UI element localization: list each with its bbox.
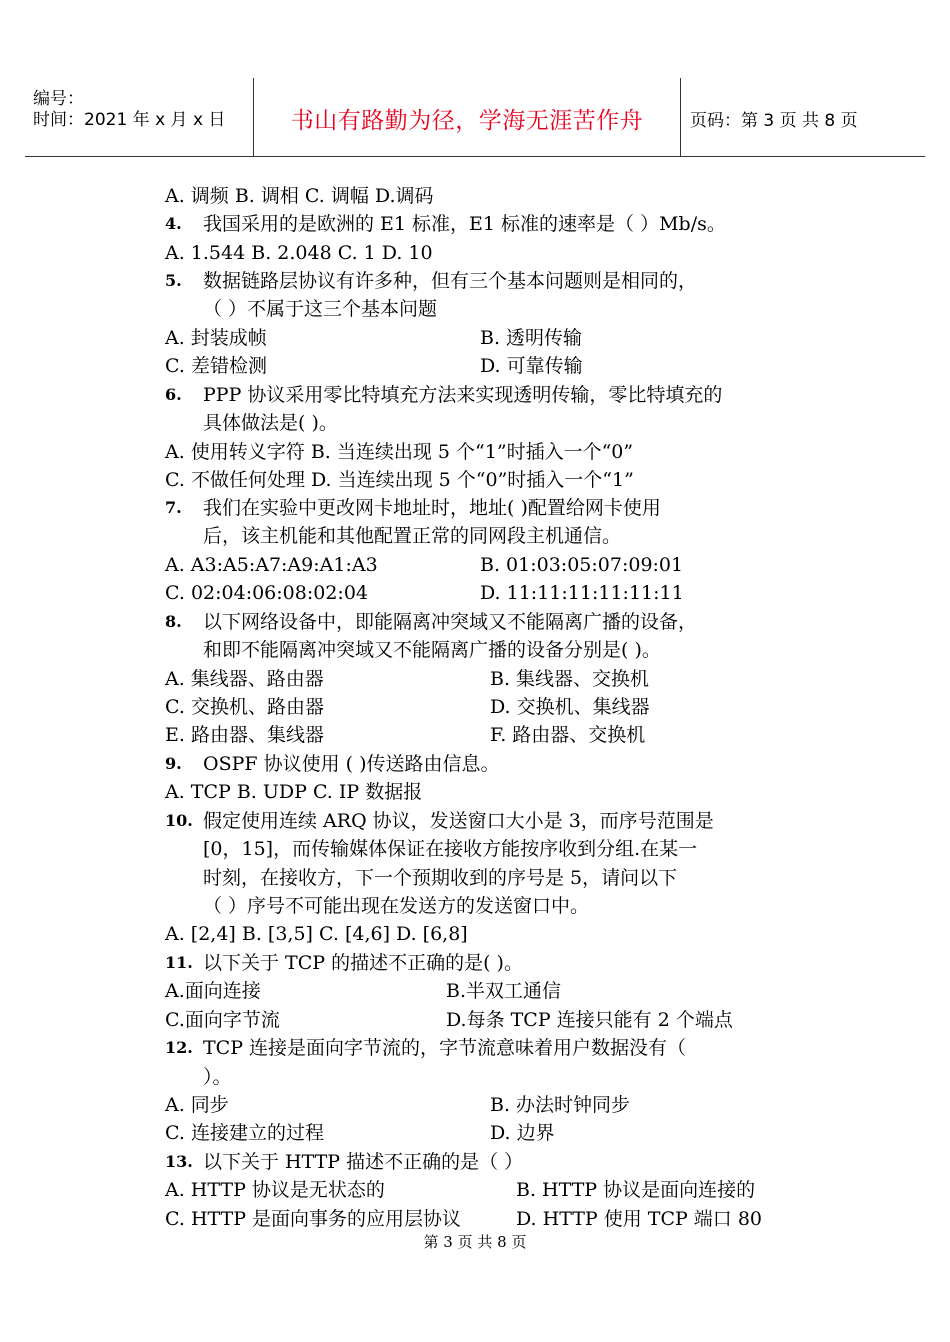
page-header: [25, 78, 925, 157]
header-motto: 书山有路勤为径，学海无涯苦作舟: [290, 108, 644, 134]
page-footer: 第 3 页 共 8 页: [423, 1233, 527, 1251]
q10-text-line3: 时刻，在接收方，下一个预期收到的序号是 5，请问以下: [203, 867, 678, 889]
q13-option-d: D. HTTP 使用 TCP 端口 80: [516, 1208, 763, 1230]
q6-number: 6.: [165, 385, 182, 404]
q9-number: 9.: [165, 754, 182, 773]
q6-options-ab: A. 使用转义字符 B. 当连续出现 5 个“1”时插入一个“0”: [165, 441, 634, 463]
q5-option-a: A. 封装成帧: [165, 327, 267, 349]
doc-code-label: 编号：: [33, 89, 84, 109]
q5-number: 5.: [165, 271, 182, 290]
q4-number: 4.: [165, 214, 182, 233]
q5-option-b: B. 透明传输: [480, 327, 583, 349]
q11-option-c: C.面向字节流: [165, 1009, 280, 1031]
q8-number: 8.: [165, 612, 182, 631]
q9-options: A. TCP B. UDP C. IP 数据报: [165, 781, 423, 803]
q12-number: 12.: [165, 1038, 193, 1057]
q10-text-line1: 假定使用连续 ARQ 协议，发送窗口大小是 3，而序号范围是: [203, 810, 714, 832]
q7-option-c: C. 02:04:06:08:02:04: [165, 582, 369, 604]
q13-number: 13.: [165, 1152, 193, 1171]
q6-text-line1: PPP 协议采用零比特填充方法来实现透明传输，零比特填充的: [203, 384, 723, 406]
q11-option-b: B.半双工通信: [446, 980, 562, 1002]
q12-option-c: C. 连接建立的过程: [165, 1122, 324, 1144]
q5-option-d: D. 可靠传输: [480, 355, 583, 377]
q6-options-cd: C. 不做任何处理 D. 当连续出现 5 个“0”时插入一个“1”: [165, 469, 634, 491]
q10-text-line2: [0，15]，而传输媒体保证在接收方能按序收到分组.在某一: [203, 838, 698, 860]
q7-text-line1: 我们在实验中更改网卡地址时，地址( )配置给网卡使用: [203, 497, 661, 519]
q3-options: A. 调频 B. 调相 C. 调幅 D.调码: [165, 185, 434, 207]
q12-text-line2: ）。: [203, 1066, 232, 1088]
q8-option-c: C. 交换机、路由器: [165, 696, 324, 718]
q6-text-line2: 具体做法是( )。: [203, 412, 338, 434]
header-page-label: 页码：第 3 页 共 8 页: [690, 111, 858, 131]
header-right: [681, 78, 925, 156]
q5-text-line1: 数据链路层协议有许多种，但有三个基本问题则是相同的，: [203, 270, 698, 292]
header-middle: [253, 78, 681, 156]
q7-number: 7.: [165, 498, 182, 517]
q8-option-d: D. 交换机、集线器: [490, 696, 650, 718]
q4-text: 我国采用的是欧洲的 E1 标准，E1 标准的速率是（ ）Mb/s。: [203, 213, 726, 235]
q9-text: OSPF 协议使用 ( )传送路由信息。: [203, 753, 500, 775]
q8-text-line1: 以下网络设备中，即能隔离冲突域又不能隔离广播的设备，: [203, 611, 698, 633]
q5-option-c: C. 差错检测: [165, 355, 267, 377]
q7-option-d: D. 11:11:11:11:11:11: [480, 582, 684, 604]
q13-option-b: B. HTTP 协议是面向连接的: [516, 1179, 756, 1201]
q12-text-line1: TCP 连接是面向字节流的，字节流意味着用户数据没有（: [203, 1037, 687, 1059]
q11-option-d: D.每条 TCP 连接只能有 2 个端点: [446, 1009, 733, 1031]
q10-options: A. [2,4] B. [3,5] C. [4,6] D. [6,8]: [165, 923, 468, 945]
q12-option-b: B. 办法时钟同步: [490, 1094, 631, 1116]
q11-number: 11.: [165, 953, 193, 972]
q8-text-line2: 和即不能隔离冲突域又不能隔离广播的设备分别是( )。: [203, 639, 661, 661]
q12-option-d: D. 边界: [490, 1122, 555, 1144]
header-left: [25, 78, 253, 156]
q13-text: 以下关于 HTTP 描述不正确的是（ ）: [203, 1151, 524, 1173]
q7-text-line2: 后，该主机能和其他配置正常的同网段主机通信。: [203, 525, 622, 547]
q11-text: 以下关于 TCP 的描述不正确的是( )。: [203, 952, 523, 974]
q7-option-a: A. A3:A5:A7:A9:A1:A3: [165, 554, 378, 576]
q7-option-b: B. 01:03:05:07:09:01: [480, 554, 684, 576]
q10-number: 10.: [165, 811, 193, 830]
q4-options: A. 1.544 B. 2.048 C. 1 D. 10: [165, 242, 433, 264]
q5-text-line2: （ ）不属于这三个基本问题: [203, 298, 438, 320]
q11-option-a: A.面向连接: [165, 980, 261, 1002]
q12-option-a: A. 同步: [165, 1094, 229, 1116]
q13-option-c: C. HTTP 是面向事务的应用层协议: [165, 1208, 462, 1230]
q8-option-a: A. 集线器、路由器: [165, 668, 324, 690]
doc-time-label: 时间：2021 年 x 月 x 日: [33, 110, 226, 130]
q8-option-f: F. 路由器、交换机: [490, 724, 646, 746]
q10-text-line4: （ ）序号不可能出现在发送方的发送窗口中。: [203, 895, 590, 917]
q8-option-e: E. 路由器、集线器: [165, 724, 324, 746]
q13-option-a: A. HTTP 协议是无状态的: [165, 1179, 385, 1201]
q8-option-b: B. 集线器、交换机: [490, 668, 650, 690]
